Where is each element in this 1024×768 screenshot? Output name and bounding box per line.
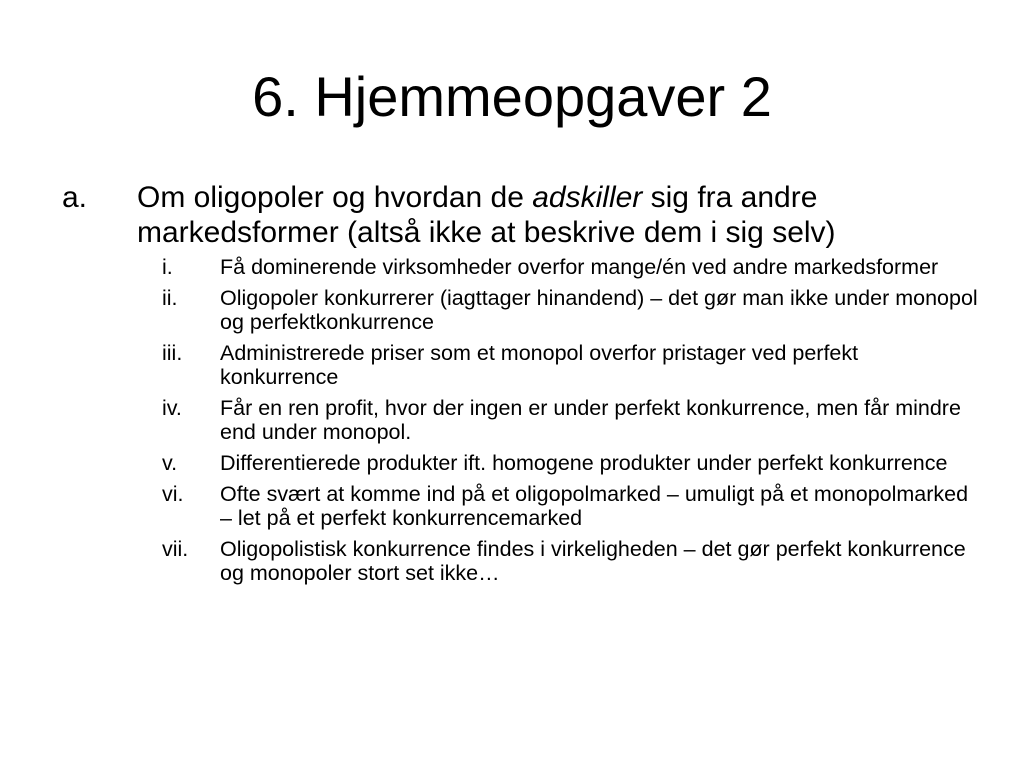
- sub-item-text: Administrerede priser som et monopol overfor pristager ved perfekt konkurrence: [220, 341, 859, 389]
- sub-list-item: [162, 451, 982, 475]
- sub-item-text: Ofte svært at komme ind på et oligopolmarked – umuligt på et monopolmarked – let på et perfekt konkurrencemarked: [220, 482, 969, 530]
- main-item-emphasis: adskiller: [532, 181, 643, 214]
- main-item-text: [137, 180, 962, 250]
- main-item-text-end: sig fra andre markedsformer (altså ikke at beskrive dem i sig selv): [137, 181, 836, 249]
- sub-item-marker: ii.: [162, 286, 178, 310]
- sub-list-item: [162, 396, 982, 444]
- sub-item-marker: iii.: [162, 341, 183, 365]
- sub-item-text: Få dominerende virksomheder overfor mange/én ved andre markedsformer: [220, 255, 939, 279]
- sub-item-text: Oligopoler konkurrerer (iagttager hinandend) – det gør man ikke under monopol og perfektkonkurrence: [220, 286, 978, 334]
- sub-list-item: [162, 482, 982, 530]
- sub-list-item: [162, 341, 982, 389]
- sub-item-text: Oligopolistisk konkurrence findes i virkeligheden – det gør perfekt konkurrence og monopoler stort set ikke…: [220, 537, 966, 585]
- sub-list-item: [162, 286, 982, 334]
- sub-item-marker: v.: [162, 451, 178, 475]
- sub-item-marker: vi.: [162, 482, 184, 506]
- sub-item-marker: vii.: [162, 537, 189, 561]
- sub-item-marker: iv.: [162, 396, 182, 420]
- sub-item-text: Får en ren profit, hvor der ingen er under perfekt konkurrence, men får mindre end under monopol.: [220, 396, 961, 444]
- main-item-marker: a.: [62, 181, 88, 214]
- sub-list-item: [162, 255, 982, 279]
- slide-title: 6. Hjemmeopgaver 2: [252, 65, 772, 128]
- sub-list: [162, 255, 982, 592]
- sub-item-text: Differentierede produkter ift. homogene produkter under perfekt konkurrence: [220, 451, 948, 475]
- sub-list-item: [162, 537, 982, 585]
- main-item-text-start: Om oligopoler og hvordan de: [137, 181, 533, 214]
- main-list-item-a: [62, 180, 962, 250]
- sub-item-marker: i.: [162, 255, 173, 279]
